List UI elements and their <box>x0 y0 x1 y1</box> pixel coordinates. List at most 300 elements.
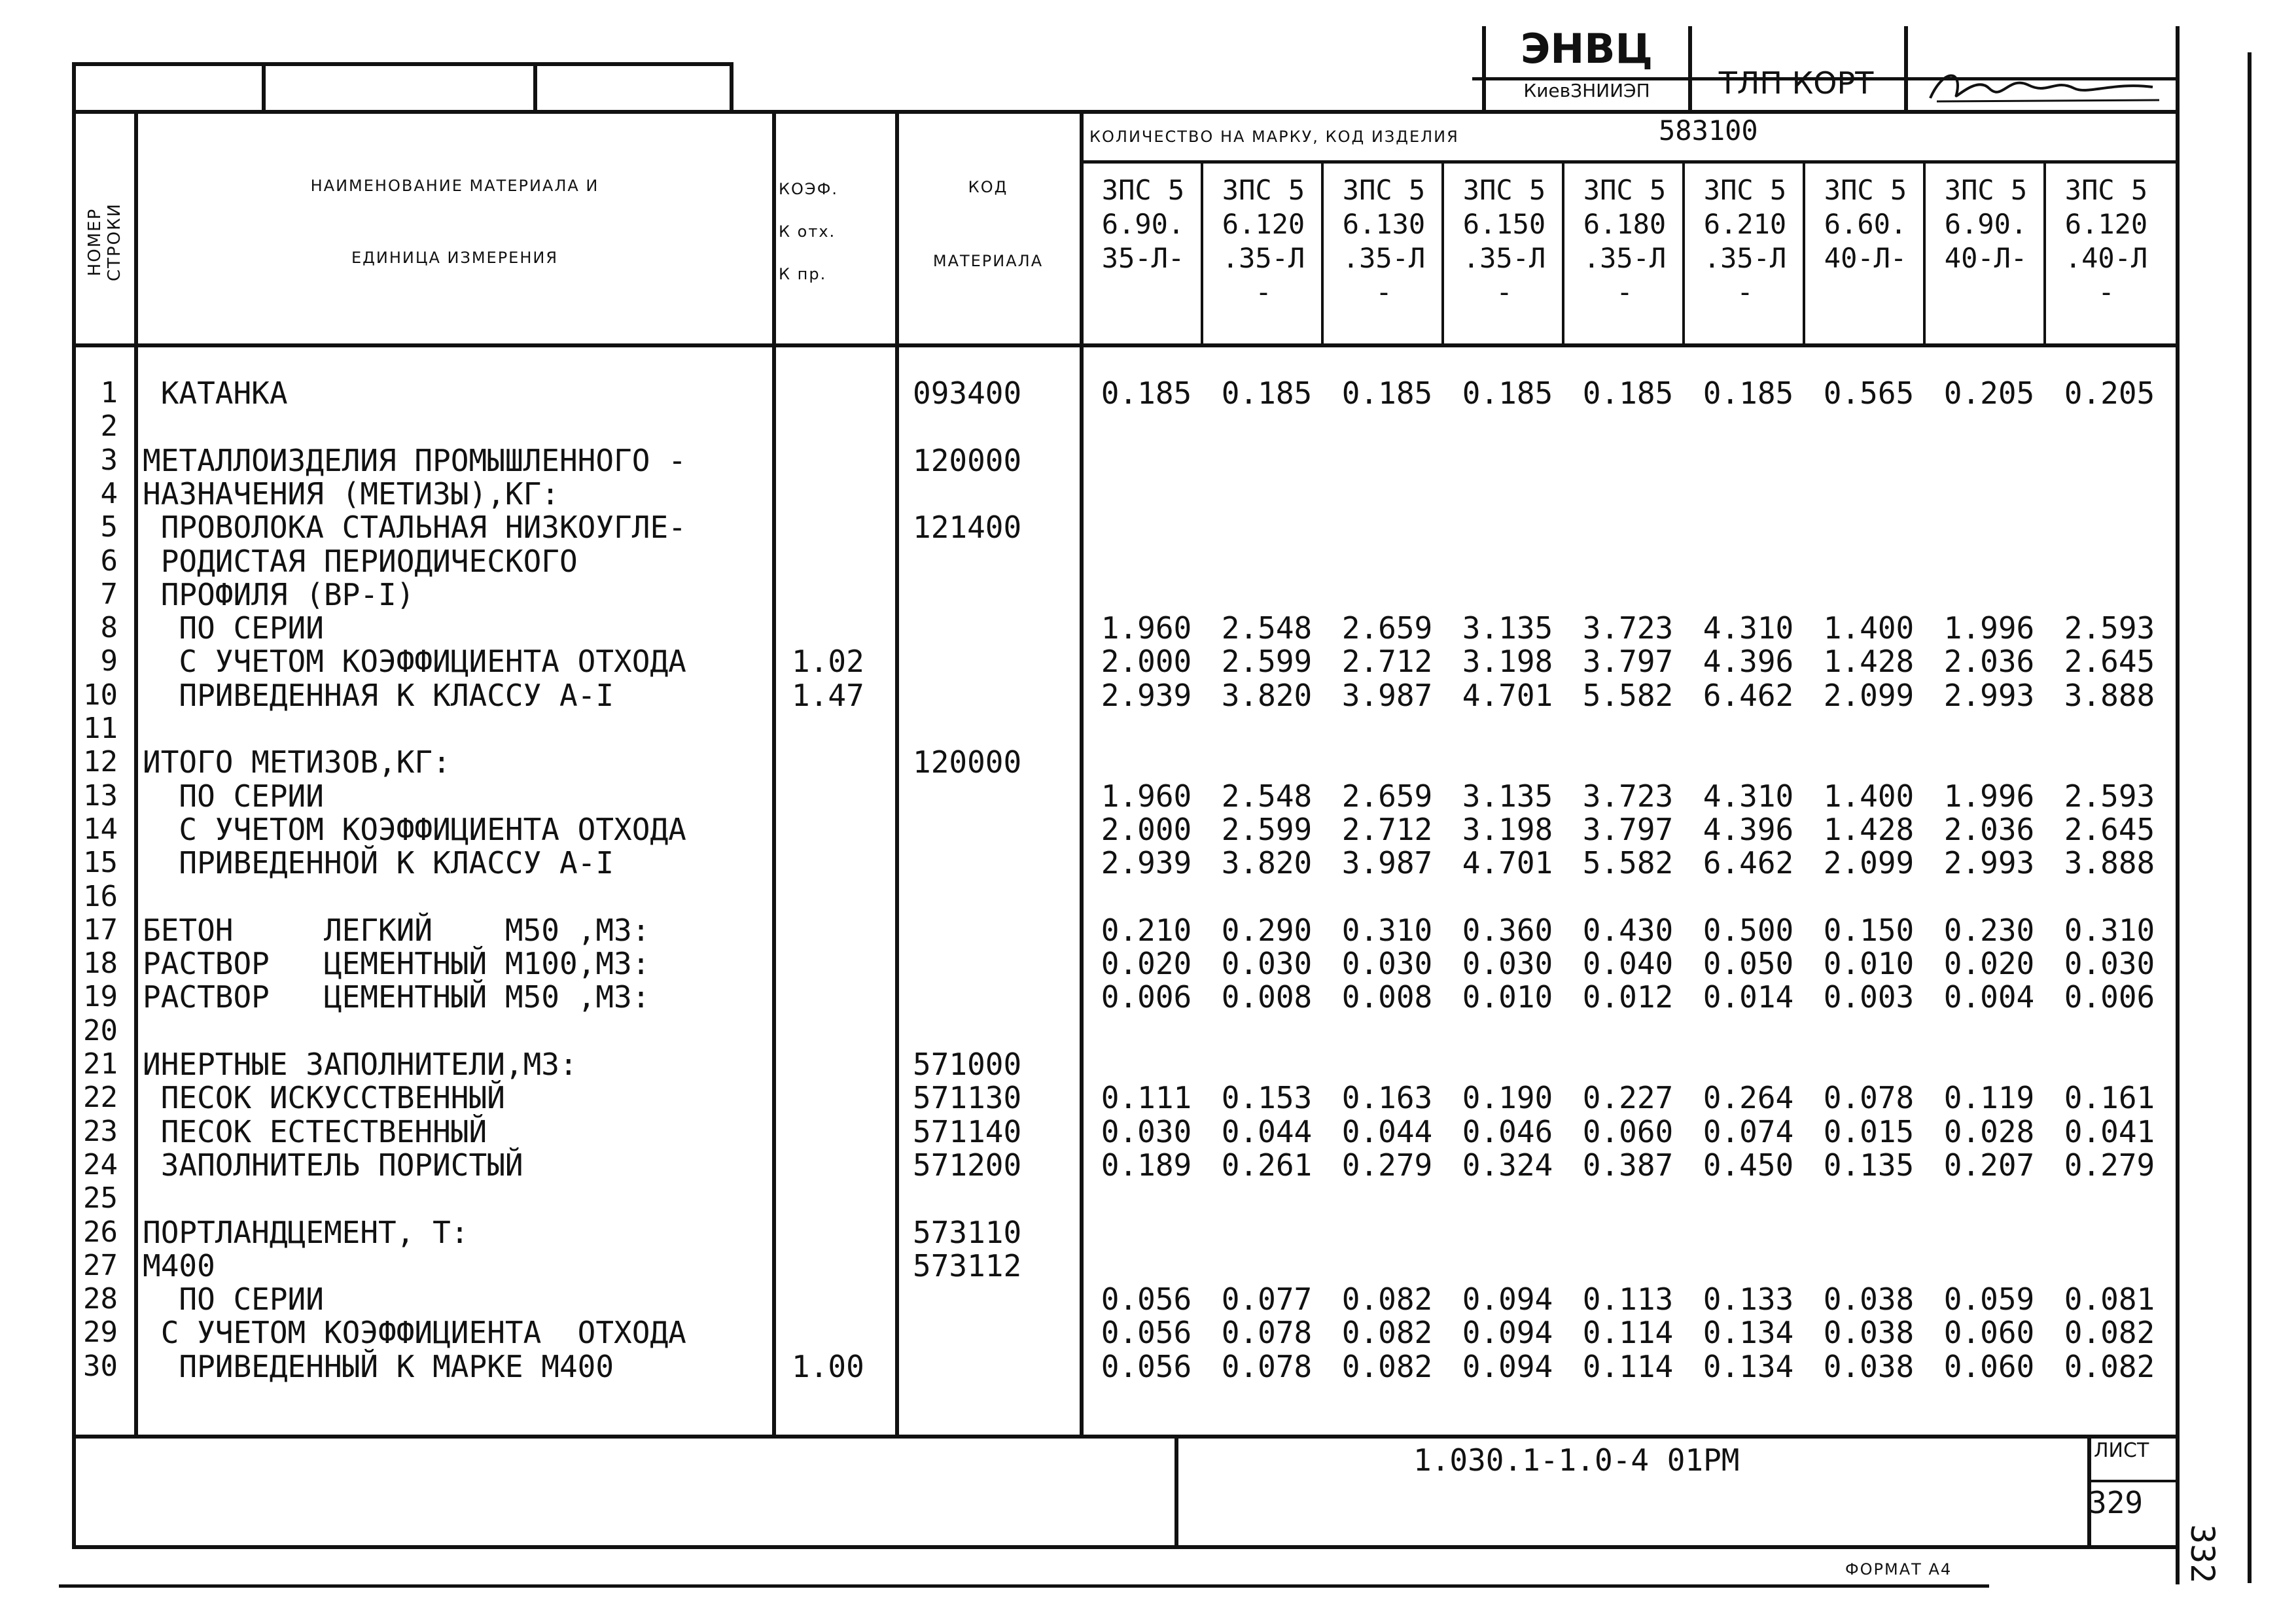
value-cell: 2.659 <box>1341 778 1433 814</box>
value-cell: 3.888 <box>2064 678 2155 713</box>
value-cell: 0.310 <box>1341 913 1433 948</box>
table-row <box>1086 1316 2172 1350</box>
value-cell <box>1809 1215 1929 1249</box>
material-name: РОДИСТАЯ ПЕРИОДИЧЕСКОГО <box>143 544 578 579</box>
signature <box>1917 62 2172 108</box>
material-name: НАЗНАЧЕНИЯ (МЕТИЗЫ),КГ: <box>143 476 559 512</box>
value-cell <box>1568 477 1688 511</box>
column-header: 3ПС 5 6.120 .40-Л - <box>2064 174 2148 308</box>
value-cell <box>1688 712 1809 746</box>
value-cell: 0.324 <box>1462 1147 1553 1183</box>
value-cell <box>1447 712 1568 746</box>
row-number: 27 <box>83 1249 118 1282</box>
value-cell <box>1568 1014 1688 1048</box>
material-name: КАТАНКА <box>143 375 288 411</box>
header-product-code: 583100 <box>1659 114 1758 147</box>
value-cell: 0.020 <box>1943 946 2035 981</box>
value-cell: 0.185 <box>1341 375 1433 411</box>
value-cell: 0.082 <box>1341 1315 1433 1350</box>
value-cell: 0.450 <box>1703 1147 1794 1183</box>
value-cell: 1.960 <box>1101 778 1192 814</box>
row-number: 19 <box>83 980 118 1013</box>
value-cell: 0.264 <box>1703 1080 1794 1115</box>
value-cell: 0.010 <box>1823 946 1915 981</box>
value-cell: 0.189 <box>1101 1147 1192 1183</box>
value-cell <box>1929 410 2049 444</box>
table-row <box>1086 376 2172 410</box>
value-cell: 5.582 <box>1582 678 1674 713</box>
value-cell <box>1688 1181 1809 1215</box>
value-cell <box>1447 1014 1568 1048</box>
value-cell: 0.134 <box>1703 1315 1794 1350</box>
value-cell: 2.659 <box>1341 610 1433 646</box>
material-name: ПО СЕРИИ <box>143 1282 324 1317</box>
value-cell <box>1086 444 1207 478</box>
table-row <box>1086 1047 2172 1081</box>
value-cell <box>1568 1181 1688 1215</box>
value-cell: 0.015 <box>1823 1114 1915 1149</box>
value-cell: 1.400 <box>1823 778 1915 814</box>
value-cell <box>1327 578 1447 612</box>
value-cell: 0.230 <box>1943 913 2035 948</box>
value-cell <box>1327 410 1447 444</box>
value-cell: 0.038 <box>1823 1315 1915 1350</box>
header-coef-line1: КОЭФ. <box>779 180 838 198</box>
value-cell <box>1207 1249 1327 1283</box>
value-cell: 0.185 <box>1703 375 1794 411</box>
table-row <box>1086 611 2172 645</box>
header-row-number: НОМЕР СТРОКИ <box>85 202 124 282</box>
value-cell: 0.111 <box>1101 1080 1192 1115</box>
value-cell <box>1447 1047 1568 1081</box>
value-cell: 0.430 <box>1582 913 1674 948</box>
value-cell <box>1568 410 1688 444</box>
row-number: 1 <box>100 376 118 410</box>
value-cell: 0.050 <box>1703 946 1794 981</box>
table-row <box>1086 1115 2172 1149</box>
table-row <box>1086 510 2172 544</box>
value-cell: 0.056 <box>1101 1282 1192 1317</box>
value-cell <box>1086 1249 1207 1283</box>
value-cell <box>1207 510 1327 544</box>
value-cell <box>2049 1047 2170 1081</box>
value-cell: 6.462 <box>1703 845 1794 881</box>
value-cell <box>1207 1014 1327 1048</box>
row-number: 26 <box>83 1215 118 1249</box>
value-cell: 2.993 <box>1943 845 2035 881</box>
value-cell: 0.163 <box>1341 1080 1433 1115</box>
value-cell: 0.078 <box>1221 1315 1313 1350</box>
header-code-line2: МАТЕРИАЛА <box>932 252 1044 270</box>
value-cell <box>2049 1181 2170 1215</box>
value-cell <box>1929 1181 2049 1215</box>
value-cell <box>1086 1181 1207 1215</box>
value-cell: 1.428 <box>1823 644 1915 679</box>
value-cell <box>1688 578 1809 612</box>
column-header: 3ПС 5 6.60. 40-Л- <box>1824 174 1907 274</box>
material-name: ПРОФИЛЯ (ВР-I) <box>143 577 415 612</box>
value-cell: 0.077 <box>1221 1282 1313 1317</box>
value-cell: 3.820 <box>1221 845 1313 881</box>
value-cell <box>1929 1249 2049 1283</box>
value-cell: 0.020 <box>1101 946 1192 981</box>
table-row <box>1086 578 2172 612</box>
table-row <box>1086 779 2172 813</box>
value-cell <box>1568 880 1688 914</box>
value-cell: 2.712 <box>1341 812 1433 847</box>
value-cell: 0.094 <box>1462 1315 1553 1350</box>
material-name: МЕТАЛЛОИЗДЕЛИЯ ПРОМЫШЛЕННОГО - <box>143 443 686 478</box>
stamp-dept: ТЛП КОРТ <box>1718 65 1874 101</box>
value-cell: 0.044 <box>1221 1114 1313 1149</box>
row-number: 9 <box>100 644 118 678</box>
table-row <box>1086 544 2172 578</box>
value-cell <box>1086 1047 1207 1081</box>
value-cell: 0.161 <box>2064 1080 2155 1115</box>
value-cell: 0.059 <box>1943 1282 2035 1317</box>
value-cell: 0.082 <box>2064 1315 2155 1350</box>
value-cell <box>1809 410 1929 444</box>
value-cell <box>1568 544 1688 578</box>
material-name: ПОРТЛАНДЦЕМЕНТ, Т: <box>143 1215 469 1250</box>
row-number: 16 <box>83 880 118 913</box>
value-cell: 0.038 <box>1823 1282 1915 1317</box>
material-code: 571200 <box>913 1147 1022 1183</box>
value-cell: 0.008 <box>1221 979 1313 1015</box>
value-cell: 0.185 <box>1462 375 1553 411</box>
value-cell <box>1688 510 1809 544</box>
value-cell: 0.006 <box>1101 979 1192 1015</box>
value-cell <box>1086 1215 1207 1249</box>
value-cell: 0.205 <box>2064 375 2155 411</box>
value-cell <box>1207 880 1327 914</box>
value-cell: 0.261 <box>1221 1147 1313 1183</box>
header-quantity-label: КОЛИЧЕСТВО НА МАРКУ, КОД ИЗДЕЛИЯ <box>1089 128 1459 146</box>
table-row <box>1086 947 2172 981</box>
value-cell <box>1688 880 1809 914</box>
row-number: 22 <box>83 1081 118 1114</box>
value-cell: 0.360 <box>1462 913 1553 948</box>
value-cell <box>1809 444 1929 478</box>
value-cell <box>1568 712 1688 746</box>
value-cell: 0.078 <box>1823 1080 1915 1115</box>
margin-number: 332 <box>2183 1524 2221 1584</box>
value-cell: 0.078 <box>1221 1349 1313 1384</box>
value-cell: 2.099 <box>1823 845 1915 881</box>
value-cell: 2.939 <box>1101 845 1192 881</box>
value-cell <box>1568 510 1688 544</box>
value-cell: 0.030 <box>1341 946 1433 981</box>
table-row <box>1086 745 2172 779</box>
value-cell: 4.396 <box>1703 812 1794 847</box>
format-label: ФОРМАТ А4 <box>1845 1560 1952 1579</box>
row-number: 15 <box>83 846 118 879</box>
value-cell: 0.310 <box>2064 913 2155 948</box>
value-cell <box>1809 1014 1929 1048</box>
value-cell: 0.030 <box>1221 946 1313 981</box>
value-cell: 2.593 <box>2064 778 2155 814</box>
value-cell: 2.645 <box>2064 812 2155 847</box>
value-cell: 0.046 <box>1462 1114 1553 1149</box>
value-cell <box>1207 1181 1327 1215</box>
value-cell <box>2049 1014 2170 1048</box>
value-cell <box>1447 578 1568 612</box>
value-cell: 0.060 <box>1943 1349 2035 1384</box>
row-number: 5 <box>100 510 118 544</box>
material-name: ИНЕРТНЫЕ ЗАПОЛНИТЕЛИ,М3: <box>143 1047 578 1082</box>
table-row <box>1086 913 2172 947</box>
value-cell <box>1086 410 1207 444</box>
row-number: 12 <box>83 745 118 778</box>
value-cell <box>1086 544 1207 578</box>
value-cell: 0.082 <box>1341 1349 1433 1384</box>
value-cell <box>1447 880 1568 914</box>
row-number: 21 <box>83 1047 118 1081</box>
value-cell <box>1688 1014 1809 1048</box>
material-name: ЗАПОЛНИТЕЛЬ ПОРИСТЫЙ <box>143 1147 523 1183</box>
value-cell: 0.387 <box>1582 1147 1674 1183</box>
value-cell <box>1568 444 1688 478</box>
header-material-line2: ЕДИНИЦА ИЗМЕРЕНИЯ <box>351 249 559 267</box>
value-cell <box>1086 745 1207 779</box>
column-header: 3ПС 5 6.130 .35-Л - <box>1342 174 1426 308</box>
value-cell <box>1929 712 2049 746</box>
value-cell <box>1327 544 1447 578</box>
value-cell: 0.040 <box>1582 946 1674 981</box>
table-row <box>1086 1181 2172 1215</box>
column-header: 3ПС 5 6.150 .35-Л - <box>1462 174 1546 308</box>
value-cell <box>2049 1215 2170 1249</box>
value-cell <box>1447 410 1568 444</box>
value-cell: 2.599 <box>1221 644 1313 679</box>
value-cell <box>1207 712 1327 746</box>
value-cell <box>1447 477 1568 511</box>
value-cell <box>1929 1014 2049 1048</box>
table-row <box>1086 1081 2172 1115</box>
column-header: 3ПС 5 6.120 .35-Л - <box>1222 174 1305 308</box>
value-cell: 3.723 <box>1582 778 1674 814</box>
value-cell <box>2049 477 2170 511</box>
table-row <box>1086 444 2172 478</box>
value-cell <box>1688 410 1809 444</box>
stamp-org: ЭНВЦ <box>1520 25 1653 73</box>
value-cell: 0.030 <box>2064 946 2155 981</box>
row-number: 14 <box>83 812 118 846</box>
material-code: 571000 <box>913 1047 1022 1082</box>
stamp-org-sub: КиевЗНИИЭП <box>1523 80 1650 101</box>
value-cell: 2.593 <box>2064 610 2155 646</box>
material-name: С УЧЕТОМ КОЭФФИЦИЕНТА ОТХОДА <box>143 644 686 679</box>
row-number: 24 <box>83 1148 118 1181</box>
material-code: 571140 <box>913 1114 1022 1149</box>
column-header: 3ПС 5 6.180 .35-Л - <box>1583 174 1667 308</box>
value-cell: 3.198 <box>1462 812 1553 847</box>
value-cell: 0.114 <box>1582 1349 1674 1384</box>
value-cell <box>1447 1181 1568 1215</box>
sheet-number: 329 <box>2089 1485 2144 1520</box>
value-cell <box>2049 544 2170 578</box>
value-cell: 1.400 <box>1823 610 1915 646</box>
material-name: ПРОВОЛОКА СТАЛЬНАЯ НИЗКОУГЛЕ- <box>143 510 686 545</box>
value-cell: 0.134 <box>1703 1349 1794 1384</box>
value-cell: 0.028 <box>1943 1114 2035 1149</box>
value-cell <box>1809 477 1929 511</box>
value-cell: 0.060 <box>1943 1315 2035 1350</box>
value-cell <box>1447 1215 1568 1249</box>
value-cell: 2.548 <box>1221 610 1313 646</box>
value-cell: 0.114 <box>1582 1315 1674 1350</box>
value-cell <box>1809 712 1929 746</box>
value-cell <box>1568 1249 1688 1283</box>
value-cell <box>1688 1047 1809 1081</box>
value-cell: 0.082 <box>1341 1282 1433 1317</box>
value-cell <box>1568 1215 1688 1249</box>
value-cell: 0.010 <box>1462 979 1553 1015</box>
value-cell: 0.500 <box>1703 913 1794 948</box>
material-name: С УЧЕТОМ КОЭФФИЦИЕНТА ОТХОДА <box>143 1315 686 1350</box>
value-cell <box>2049 712 2170 746</box>
value-cell: 3.198 <box>1462 644 1553 679</box>
material-name: ПРИВЕДЕННОЙ К КЛАССУ А-I <box>143 845 614 881</box>
value-cell <box>1327 1249 1447 1283</box>
value-cell: 2.993 <box>1943 678 2035 713</box>
value-cell: 0.185 <box>1221 375 1313 411</box>
value-cell: 2.000 <box>1101 644 1192 679</box>
material-name: ПО СЕРИИ <box>143 778 324 814</box>
material-name: ПО СЕРИИ <box>143 610 324 646</box>
value-cell: 4.396 <box>1703 644 1794 679</box>
value-cell: 1.960 <box>1101 610 1192 646</box>
value-cell <box>1809 880 1929 914</box>
value-cell: 1.996 <box>1943 778 2035 814</box>
value-cell: 0.006 <box>2064 979 2155 1015</box>
table-row <box>1086 1350 2172 1384</box>
material-name: РАСТВОР ЦЕМЕНТНЫЙ М100,М3: <box>143 946 650 981</box>
table-row <box>1086 846 2172 880</box>
value-cell: 0.205 <box>1943 375 2035 411</box>
row-number: 23 <box>83 1115 118 1148</box>
value-cell <box>1809 1181 1929 1215</box>
value-cell: 0.008 <box>1341 979 1433 1015</box>
value-cell <box>1688 477 1809 511</box>
value-cell <box>1207 477 1327 511</box>
header-coef-line2: К отх. <box>779 222 836 241</box>
value-cell: 1.996 <box>1943 610 2035 646</box>
value-cell <box>1929 444 2049 478</box>
row-number: 28 <box>83 1282 118 1316</box>
material-code: 120000 <box>913 443 1022 478</box>
value-cell <box>1809 1249 1929 1283</box>
row-number: 3 <box>100 444 118 477</box>
value-cell <box>1207 444 1327 478</box>
value-cell: 3.987 <box>1341 678 1433 713</box>
material-name: ПЕСОК ЕСТЕСТВЕННЫЙ <box>143 1114 487 1149</box>
value-cell: 3.797 <box>1582 812 1674 847</box>
value-cell <box>2049 880 2170 914</box>
row-number: 20 <box>83 1014 118 1047</box>
value-cell <box>1688 544 1809 578</box>
value-cell <box>1207 1047 1327 1081</box>
row-number: 8 <box>100 611 118 644</box>
header-code-line1: КОД <box>968 178 1008 196</box>
table-row <box>1086 1014 2172 1048</box>
value-cell: 2.645 <box>2064 644 2155 679</box>
column-header: 3ПС 5 6.210 .35-Л - <box>1703 174 1787 308</box>
value-cell: 4.701 <box>1462 678 1553 713</box>
value-cell <box>1688 1215 1809 1249</box>
value-cell: 0.190 <box>1462 1080 1553 1115</box>
value-cell: 3.723 <box>1582 610 1674 646</box>
row-number: 13 <box>83 779 118 812</box>
value-cell: 0.279 <box>1341 1147 1433 1183</box>
table-row <box>1086 1282 2172 1316</box>
value-cell <box>1327 1181 1447 1215</box>
value-cell <box>1929 745 2049 779</box>
material-name: ПРИВЕДЕННАЯ К КЛАССУ А-I <box>143 678 614 713</box>
value-cell: 2.939 <box>1101 678 1192 713</box>
value-cell <box>2049 444 2170 478</box>
coefficient: 1.00 <box>792 1349 864 1384</box>
table-row <box>1086 812 2172 846</box>
value-cell: 0.113 <box>1582 1282 1674 1317</box>
value-cell <box>1327 1047 1447 1081</box>
value-cell: 3.987 <box>1341 845 1433 881</box>
value-cell: 5.582 <box>1582 845 1674 881</box>
table-row <box>1086 1148 2172 1182</box>
value-cell: 2.036 <box>1943 644 2035 679</box>
value-cell: 6.462 <box>1703 678 1794 713</box>
value-cell <box>1207 745 1327 779</box>
value-cell: 2.599 <box>1221 812 1313 847</box>
material-name: ПРИВЕДЕННЫЙ К МАРКЕ М400 <box>143 1349 614 1384</box>
value-cell: 0.030 <box>1101 1114 1192 1149</box>
value-cell: 0.207 <box>1943 1147 2035 1183</box>
value-cell: 0.082 <box>2064 1349 2155 1384</box>
material-code: 573110 <box>913 1215 1022 1250</box>
value-cell <box>1327 1014 1447 1048</box>
value-cell: 0.290 <box>1221 913 1313 948</box>
value-cell <box>1929 544 2049 578</box>
value-cell <box>1327 745 1447 779</box>
value-cell: 0.185 <box>1582 375 1674 411</box>
value-cell: 0.003 <box>1823 979 1915 1015</box>
table-row <box>1086 1215 2172 1249</box>
value-cell: 0.185 <box>1101 375 1192 411</box>
row-number: 29 <box>83 1316 118 1349</box>
row-number: 6 <box>100 544 118 578</box>
row-number: 25 <box>83 1181 118 1215</box>
value-cell: 0.119 <box>1943 1080 2035 1115</box>
row-number: 17 <box>83 913 118 947</box>
value-cell: 0.210 <box>1101 913 1192 948</box>
value-cell <box>2049 410 2170 444</box>
value-cell: 4.310 <box>1703 610 1794 646</box>
table-row <box>1086 410 2172 444</box>
value-cell <box>1568 745 1688 779</box>
material-code: 121400 <box>913 510 1022 545</box>
value-cell: 2.099 <box>1823 678 1915 713</box>
value-cell: 0.038 <box>1823 1349 1915 1384</box>
material-code: 573112 <box>913 1248 1022 1283</box>
value-cell: 0.279 <box>2064 1147 2155 1183</box>
value-cell <box>1809 578 1929 612</box>
row-number: 2 <box>100 410 118 443</box>
value-cell <box>1447 1249 1568 1283</box>
value-cell <box>1447 745 1568 779</box>
value-cell <box>1327 510 1447 544</box>
material-code: 571130 <box>913 1080 1022 1115</box>
value-cell: 3.888 <box>2064 845 2155 881</box>
